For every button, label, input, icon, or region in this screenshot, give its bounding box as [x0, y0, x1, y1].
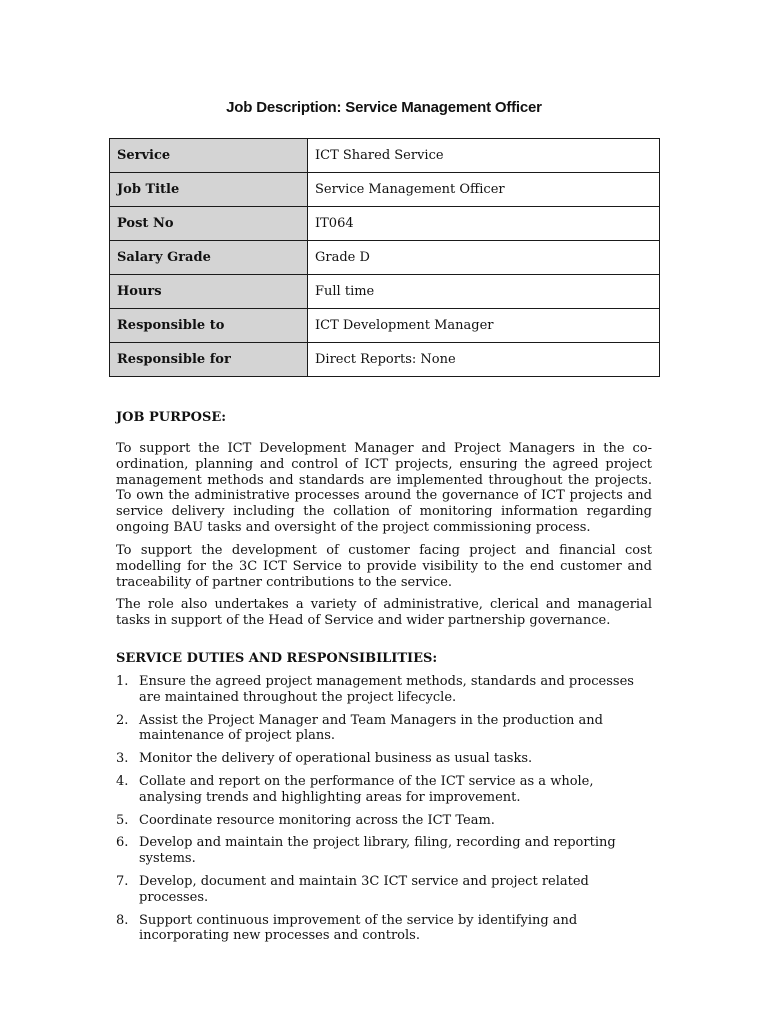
detail-label-responsible-for: Responsible for — [110, 343, 308, 377]
list-item-number: 5. — [116, 812, 129, 828]
detail-label-service: Service — [110, 139, 308, 173]
list-item-text: Coordinate resource monitoring across the ICT Team. — [139, 812, 495, 828]
detail-value-service: ICT Shared Service — [308, 139, 660, 173]
list-item-number: 3. — [116, 751, 129, 767]
table-row — [110, 173, 660, 207]
duties-list — [116, 674, 636, 951]
detail-value-responsible-for: Direct Reports: None — [308, 343, 660, 377]
list-item — [116, 913, 636, 945]
list-item-number: 2. — [116, 712, 129, 728]
detail-label-responsible-to: Responsible to — [110, 309, 308, 343]
detail-label-hours: Hours — [110, 275, 308, 309]
document-title: Job Description: Service Management Officer — [226, 99, 542, 116]
table-row — [110, 309, 660, 343]
list-item-text: Collate and report on the performance of the ICT service as a whole, analysing trends and highlighting areas for improvement. — [139, 773, 594, 805]
table-row — [110, 139, 660, 173]
list-item-number: 4. — [116, 773, 129, 789]
list-item — [116, 751, 636, 767]
list-item-number: 7. — [116, 873, 129, 889]
job-details-table — [109, 138, 660, 377]
list-item — [116, 835, 636, 867]
list-item-text: Monitor the delivery of operational business as usual tasks. — [139, 751, 533, 767]
detail-label-post-no: Post No — [110, 207, 308, 241]
list-item — [116, 674, 636, 706]
job-purpose-paragraph-1: To support the ICT Development Manager and Project Managers in the co-ordination, planning and control of ICT projects, ensuring the agreed project management methods and standards are implemented throughout the projects. To own the administrative processes around the governance of ICT projects and service delivery including the collation of monitoring information regarding ongoing BAU tasks and oversight of the project commissioning process. — [116, 441, 652, 535]
detail-label-job-title: Job Title — [110, 173, 308, 207]
duties-heading: SERVICE DUTIES AND RESPONSIBILITIES: — [116, 651, 438, 666]
list-item-text: Support continuous improvement of the service by identifying and incorporating new processes and controls. — [139, 912, 578, 944]
detail-label-salary-grade: Salary Grade — [110, 241, 308, 275]
list-item-text: Ensure the agreed project management methods, standards and processes are maintained throughout the project lifecycle. — [139, 674, 634, 705]
list-item-text: Develop, document and maintain 3C ICT service and project related processes. — [139, 873, 589, 905]
list-item-text: Develop and maintain the project library, filing, recording and reporting systems. — [139, 835, 616, 867]
list-item — [116, 774, 636, 806]
list-item-number: 8. — [116, 912, 129, 928]
job-purpose-paragraph-2: To support the development of customer facing project and financial cost modelling for the 3C ICT Service to provide visibility to the end customer and traceability of partner contributions to the service. — [116, 543, 652, 590]
list-item-number: 1. — [116, 674, 129, 689]
list-item — [116, 874, 636, 906]
job-purpose-heading: JOB PURPOSE: — [116, 410, 227, 425]
list-item-text: Assist the Project Manager and Team Managers in the production and maintenance of project plans. — [139, 712, 603, 744]
table-row — [110, 343, 660, 377]
detail-value-salary-grade: Grade D — [308, 241, 660, 275]
detail-value-responsible-to: ICT Development Manager — [308, 309, 660, 343]
job-purpose-paragraph-3: The role also undertakes a variety of administrative, clerical and managerial tasks in support of the Head of Service and wider partnership governance. — [116, 597, 652, 628]
table-row — [110, 275, 660, 309]
list-item-number: 6. — [116, 835, 129, 851]
table-row — [110, 241, 660, 275]
list-item — [116, 713, 636, 745]
detail-value-job-title: Service Management Officer — [308, 173, 660, 207]
table-row — [110, 207, 660, 241]
detail-value-hours: Full time — [308, 275, 660, 309]
detail-value-post-no: IT064 — [308, 207, 660, 241]
list-item — [116, 813, 636, 829]
